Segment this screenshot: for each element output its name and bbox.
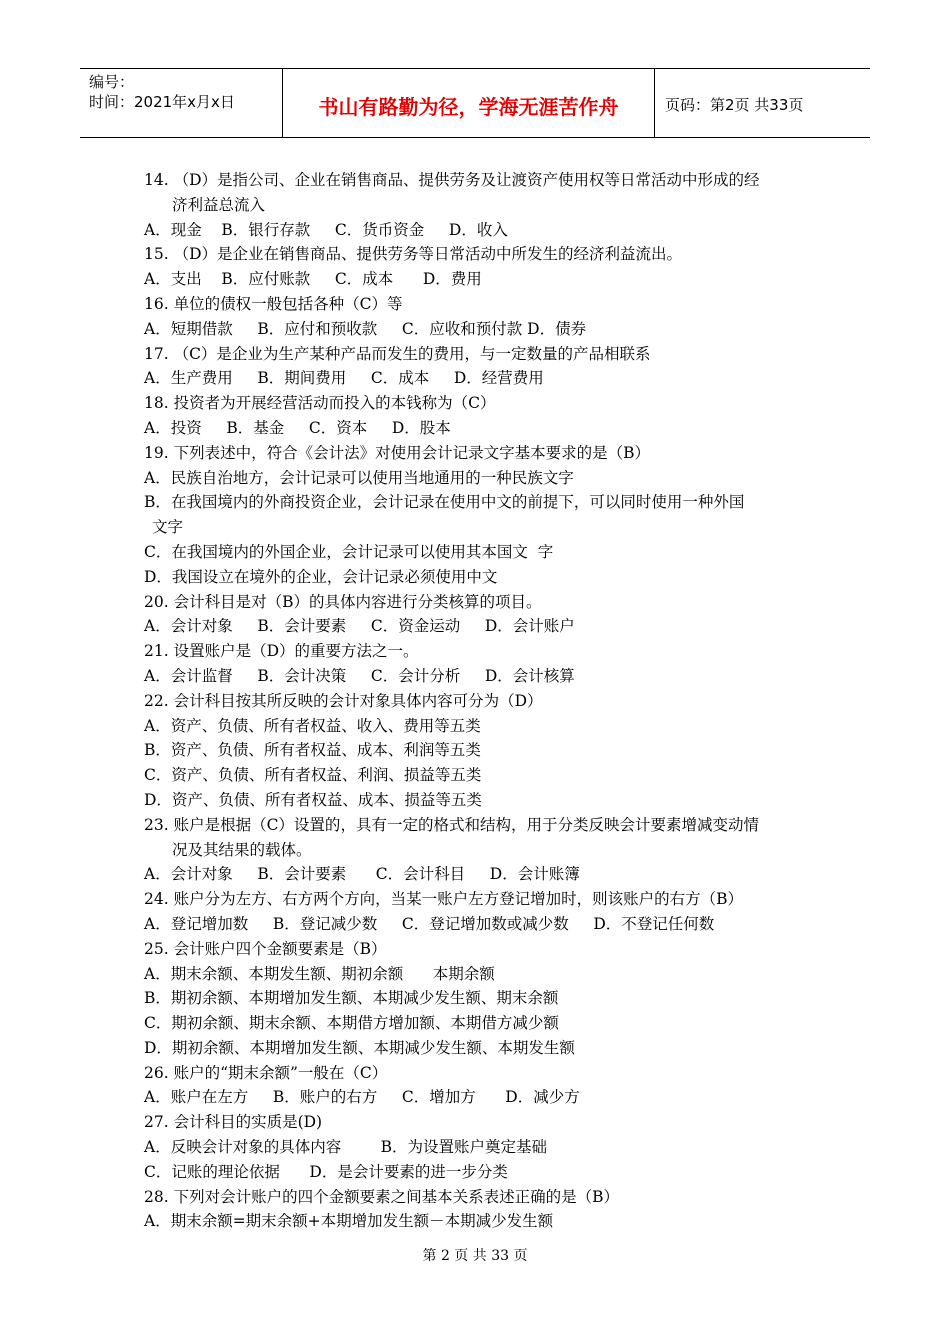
text-line: 16. 单位的债权一般包括各种（C）等 [144, 294, 403, 313]
text-line: 26. 账户的“期末余额”一般在（C） [144, 1063, 388, 1082]
header-meta [80, 69, 283, 137]
text-line: A．登记增加数 B．登记减少数 C．登记增加数或减少数 D．不登记任何数 [144, 914, 715, 933]
text-line: C．记账的理论依据 D．是会计要素的进一步分类 [144, 1162, 508, 1181]
text-line: 25. 会计账户四个金额要素是（B） [144, 939, 387, 958]
document-time-label: 时间：2021年x月x日 [89, 93, 235, 111]
text-line: 23. 账户是根据（C）设置的，具有一定的格式和结构，用于分类反映会计要素增减变动情 [144, 815, 759, 834]
page-footer: 第 2 页 共 33 页 [422, 1248, 528, 1264]
header-motto: 书山有路勤为径，学海无涯苦作舟 [283, 69, 655, 137]
text-line: 17. （C）是企业为生产某种产品而发生的费用，与一定数量的产品相联系 [144, 344, 651, 363]
text-line: A．期末余额=期末余额+本期增加发生额－本期减少发生额 [144, 1212, 554, 1231]
text-line: A．会计监督 B．会计决策 C．会计分析 D．会计核算 [144, 666, 575, 685]
text-line: 14. （D）是指公司、企业在销售商品、提供劳务及让渡资产使用权等日常活动中形成的经 [144, 171, 760, 189]
text-line: 20. 会计科目是对（B）的具体内容进行分类核算的项目。 [144, 592, 542, 611]
text-line: A．短期借款 B．应付和预收款 C．应收和预付款 D．债券 [144, 319, 587, 338]
text-line: 况及其结果的载体。 [172, 840, 312, 859]
text-line: 文字 [152, 518, 184, 537]
text-line: B．在我国境内的外商投资企业，会计记录在使用中文的前提下，可以同时使用一种外国 [144, 493, 745, 512]
text-line: A．投资 B．基金 C．资本 D．股本 [144, 418, 451, 437]
text-line: D．期初余额、本期增加发生额、本期减少发生额、本期发生额 [144, 1038, 575, 1057]
text-line: A．资产、负债、所有者权益、收入、费用等五类 [144, 716, 481, 735]
text-line: A．会计对象 B．会计要素 C．会计科目 D．会计账簿 [144, 865, 580, 884]
text-line: C．期初余额、期末余额、本期借方增加额、本期借方减少额 [144, 1014, 559, 1033]
text-line: 18. 投资者为开展经营活动而投入的本钱称为（C） [144, 394, 496, 413]
text-line: C．在我国境内的外国企业，会计记录可以使用其本国文 字 [144, 542, 554, 561]
text-line: D．资产、负债、所有者权益、成本、损益等五类 [144, 790, 482, 809]
text-line: A．账户在左方 B．账户的右方 C．增加方 D．减少方 [144, 1088, 580, 1107]
text-line: 19. 下列表述中，符合《会计法》对使用会计记录文字基本要求的是（B） [144, 443, 650, 462]
text-line: A．生产费用 B．期间费用 C．成本 D．经营费用 [144, 369, 544, 388]
text-line: A．会计对象 B．会计要素 C．资金运动 D．会计账户 [144, 617, 575, 636]
text-line: 24. 账户分为左方、右方两个方向，当某一账户左方登记增加时，则该账户的右方（B） [144, 890, 743, 909]
page-header [80, 68, 870, 138]
text-line: 济利益总流入 [172, 195, 266, 214]
text-line: 27. 会计科目的实质是(D) [144, 1113, 323, 1132]
text-line: A．民族自治地方，会计记录可以使用当地通用的一种民族文字 [144, 468, 574, 487]
text-line: D．我国设立在境外的企业，会计记录必须使用中文 [144, 567, 498, 586]
text-line: B．期初余额、本期增加发生额、本期减少发生额、期末余额 [144, 989, 559, 1008]
document-number-label: 编号： [89, 73, 135, 91]
text-line: 28. 下列对会计账户的四个金额要素之间基本关系表述正确的是（B） [144, 1187, 619, 1206]
text-line: 15. （D）是企业在销售商品、提供劳务等日常活动中所发生的经济利益流出。 [144, 245, 683, 264]
text-line: 21. 设置账户是（D）的重要方法之一。 [144, 642, 419, 661]
text-line: B．资产、负债、所有者权益、成本、利润等五类 [144, 741, 481, 760]
text-line: A．反映会计对象的具体内容 B．为设置账户奠定基础 [144, 1138, 548, 1157]
text-line: A．支出 B．应付账款 C．成本 D．费用 [144, 270, 482, 289]
text-line: A．期末余额、本期发生额、期初余额 本期余额 [144, 964, 495, 983]
header-page-info: 页码：第2页 共33页 [665, 95, 804, 114]
text-line: 22. 会计科目按其所反映的会计对象具体内容可分为（D） [144, 691, 543, 710]
text-line: A．现金 B．银行存款 C．货币资金 D．收入 [144, 220, 508, 239]
text-line: C．资产、负债、所有者权益、利润、损益等五类 [144, 766, 482, 785]
question-list [144, 168, 814, 1234]
